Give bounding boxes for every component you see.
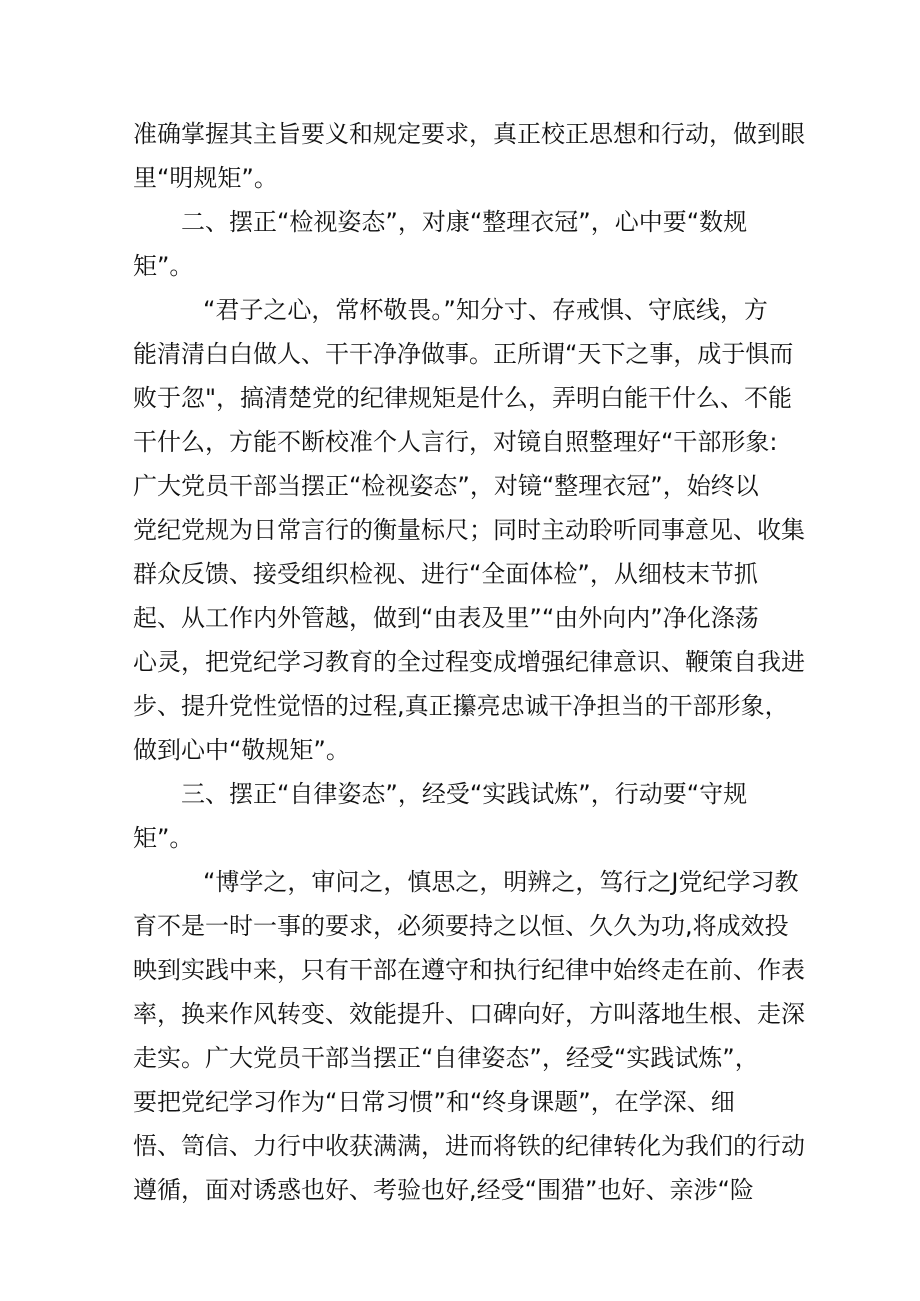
- text-line: 遵循，面对诱惑也好、考验也好,经受“围猎”也好、亲涉“险: [133, 1176, 754, 1204]
- text-line: 能清清白白做人、干干净净做事。正所谓“天下之事，成于惧而: [133, 340, 794, 368]
- section-heading-line: 矩”。: [133, 824, 194, 852]
- text-line: 育不是一时一事的要求，必须要持之以恒、久久为功,将成效投: [133, 912, 789, 940]
- section-heading-line: 矩”。: [133, 252, 194, 280]
- document-body: [133, 112, 805, 1212]
- text-line: 群众反馈、接受组织检视、进行“全面体检”，从细枝末节抓: [133, 560, 758, 588]
- text-line: “君子之心，常杯敬畏。”知分寸、存戒惧、守底线，方: [203, 296, 768, 324]
- text-line: 映到实践中来，只有干部在遵守和执行纪律中始终走在前、作表: [133, 956, 805, 984]
- text-line: 败于忽"，搞清楚党的纪律规矩是什么，弄明白能干什么、不能: [133, 384, 793, 412]
- section-heading-line: 三、摆正“自律姿态”，经受“实践试炼”，行动要“守规: [181, 780, 748, 808]
- text-line: 起、从工作内外管越，做到“由表及里”“由外向内”净化涤荡: [133, 604, 759, 632]
- text-line: 步、提升党性觉悟的过程,真正攥亮忠诚干净担当的干部形象，: [133, 692, 789, 720]
- text-line: 干什么，方能不断校准个人言行，对镜自照整理好“干部形象:: [133, 428, 778, 456]
- text-line: 率，换来作风转变、效能提升、口碑向好，方叫落地生根、走深: [133, 1000, 805, 1028]
- text-line: 做到心中“敬规矩”。: [133, 736, 350, 764]
- text-line: 心灵，把党纪学习教育的全过程变成增强纪律意识、鞭策自我进: [133, 648, 805, 676]
- text-line: 准确掌握其主旨要义和规定要求，真正校正思想和行动，做到眼: [133, 120, 805, 148]
- text-line: 广大党员干部当摆正“检视姿态”，对镜“整理衣冠”，始终以: [133, 472, 759, 500]
- text-line: 悟、笥信、力行中收获满满，进而将铁的纪律转化为我们的行动: [133, 1132, 805, 1160]
- text-line: “博学之，审问之，慎思之，明辨之，笃行之J党纪学习教: [203, 868, 799, 896]
- text-line: 要把党纪学习作为“日常习惯”和“终身课题”，在学深、细: [133, 1088, 735, 1116]
- text-line: 党纪党规为日常言行的衡量标尺；同时主动聆听同事意见、收集: [133, 516, 805, 544]
- text-line: 里“明规矩”。: [133, 164, 278, 192]
- text-line: 走实。广大党员干部当摆正“自律姿态”，经受“实践试炼”，: [133, 1044, 759, 1072]
- section-heading-line: 二、摆正“检视姿态”，对康“整理衣冠”，心中要“数规: [181, 208, 748, 236]
